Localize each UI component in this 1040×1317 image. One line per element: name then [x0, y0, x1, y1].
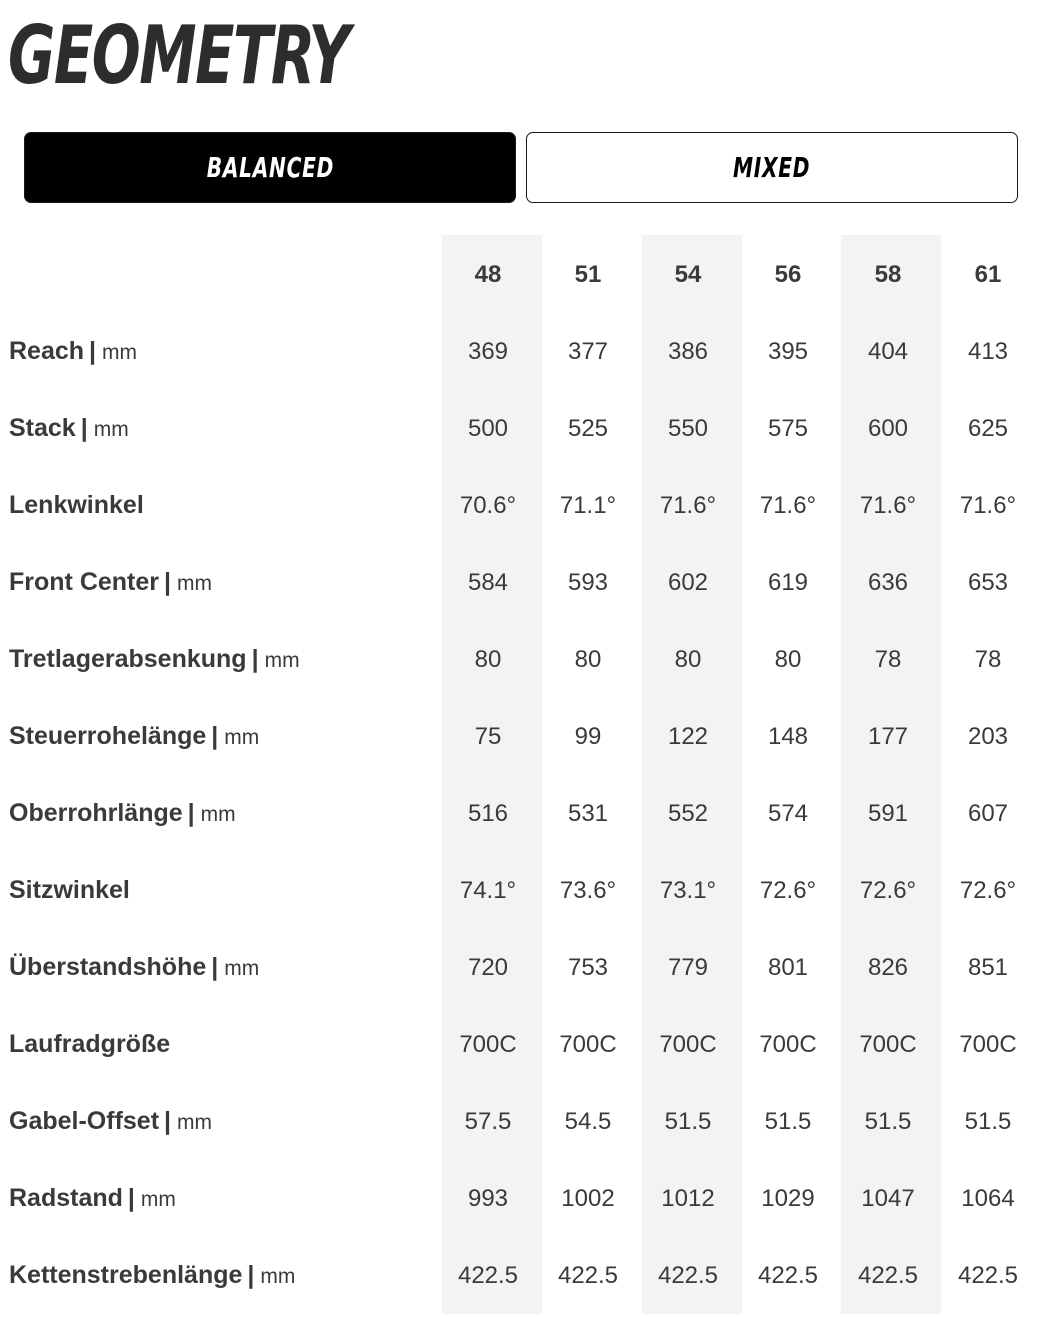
table-row: [0, 313, 1040, 390]
table-cell: 99: [574, 723, 602, 750]
table-cell: 653: [967, 569, 1009, 596]
table-cell: 73.1°: [659, 877, 717, 904]
table-cell: 422.5: [657, 1262, 719, 1289]
row-label-text: Steuerrohelänge: [9, 722, 207, 750]
table-cell: 71.6°: [959, 492, 1017, 519]
row-label-text: Reach: [9, 337, 85, 365]
row-label: [9, 852, 130, 929]
row-label-text: Stack: [9, 414, 76, 442]
row-label: [9, 467, 144, 544]
table-cell: 700C: [459, 1031, 517, 1058]
table-cell: 80: [474, 646, 502, 673]
row-unit: mm: [102, 341, 138, 364]
row-unit: mm: [264, 649, 300, 672]
size-header-3: 56: [774, 261, 802, 288]
table-row: [0, 467, 1040, 544]
unit-separator: |: [164, 1107, 172, 1135]
unit-separator: |: [80, 414, 88, 442]
table-cell: 386: [667, 338, 709, 365]
table-cell: 71.6°: [859, 492, 917, 519]
table-cell: 71.6°: [659, 492, 717, 519]
table-cell: 80: [774, 646, 802, 673]
table-cell: 552: [667, 800, 709, 827]
table-row: [0, 852, 1040, 929]
table-cell: 851: [967, 954, 1009, 981]
table-row: [0, 621, 1040, 698]
table-cell: 1064: [961, 1185, 1015, 1212]
unit-separator: |: [89, 337, 97, 365]
table-cell: 1012: [661, 1185, 715, 1212]
table-cell: 525: [567, 415, 609, 442]
table-cell: 720: [467, 954, 509, 981]
table-cell: 422.5: [857, 1262, 919, 1289]
unit-separator: |: [247, 1261, 255, 1289]
table-cell: 1029: [761, 1185, 815, 1212]
table-row: [0, 775, 1040, 852]
table-row: [0, 1006, 1040, 1083]
table-cell: 516: [467, 800, 509, 827]
table-cell: 753: [567, 954, 609, 981]
table-cell: 700C: [659, 1031, 717, 1058]
geometry-tabs: [24, 132, 1018, 203]
table-cell: 422.5: [457, 1262, 519, 1289]
row-label: [9, 698, 259, 775]
table-cell: 422.5: [557, 1262, 619, 1289]
table-row: [0, 1160, 1040, 1237]
table-cell: 531: [567, 800, 609, 827]
row-label-text: Oberrohrlänge: [9, 799, 183, 827]
unit-separator: |: [211, 722, 219, 750]
size-header-1: 51: [574, 261, 602, 288]
table-cell: 80: [674, 646, 702, 673]
row-label-text: Front Center: [9, 568, 159, 596]
row-unit: mm: [93, 418, 129, 441]
table-row: [0, 1237, 1040, 1314]
size-header-4: 58: [874, 261, 902, 288]
table-cell: 700C: [759, 1031, 817, 1058]
table-cell: 700C: [559, 1031, 617, 1058]
table-cell: 404: [867, 338, 909, 365]
table-row: [0, 929, 1040, 1006]
table-cell: 1047: [861, 1185, 915, 1212]
row-label: [9, 1083, 212, 1160]
unit-separator: |: [211, 953, 219, 981]
table-cell: 779: [667, 954, 709, 981]
row-unit: mm: [260, 1265, 296, 1288]
row-label: [9, 390, 129, 467]
table-cell: 203: [967, 723, 1009, 750]
table-cell: 71.6°: [759, 492, 817, 519]
table-cell: 607: [967, 800, 1009, 827]
tab-mixed[interactable]: [526, 132, 1018, 203]
table-cell: 148: [767, 723, 809, 750]
table-cell: 75: [474, 723, 502, 750]
table-cell: 73.6°: [559, 877, 617, 904]
table-cell: 71.1°: [559, 492, 617, 519]
tab-mixed-label: MIXED: [733, 151, 811, 184]
table-cell: 74.1°: [459, 877, 517, 904]
table-cell: 574: [767, 800, 809, 827]
table-cell: 70.6°: [459, 492, 517, 519]
row-label: [9, 621, 300, 698]
table-cell: 177: [867, 723, 909, 750]
row-unit: mm: [177, 572, 212, 595]
row-label: [9, 544, 212, 621]
table-cell: 625: [967, 415, 1009, 442]
table-cell: 122: [667, 723, 709, 750]
table-row: [0, 544, 1040, 621]
row-unit: mm: [140, 1188, 176, 1211]
table-cell: 636: [867, 569, 909, 596]
table-cell: 584: [467, 569, 509, 596]
table-cell: 51.5: [964, 1108, 1012, 1135]
table-row: [0, 698, 1040, 775]
row-unit: mm: [224, 957, 260, 980]
row-label: [9, 1237, 295, 1314]
table-cell: 78: [974, 646, 1002, 673]
row-unit: mm: [224, 726, 260, 749]
row-label: [9, 1160, 176, 1237]
table-cell: 54.5: [564, 1108, 612, 1135]
table-row: [0, 390, 1040, 467]
unit-separator: |: [187, 799, 195, 827]
table-cell: 395: [767, 338, 809, 365]
row-unit: mm: [200, 803, 236, 826]
table-cell: 72.6°: [859, 877, 917, 904]
table-cell: 78: [874, 646, 902, 673]
unit-separator: |: [127, 1184, 135, 1212]
table-cell: 377: [567, 338, 609, 365]
table-cell: 600: [867, 415, 909, 442]
row-label-text: Radstand: [9, 1184, 123, 1212]
table-cell: 422.5: [957, 1262, 1019, 1289]
table-cell: 413: [967, 338, 1009, 365]
table-cell: 1002: [561, 1185, 615, 1212]
size-header-2: 54: [674, 261, 702, 288]
row-label: [9, 775, 236, 852]
row-label: [9, 1006, 170, 1083]
tab-balanced[interactable]: [24, 132, 516, 203]
table-cell: 369: [467, 338, 509, 365]
row-label-text: Überstandshöhe: [9, 953, 207, 981]
table-cell: 72.6°: [959, 877, 1017, 904]
table-cell: 993: [467, 1185, 509, 1212]
table-cell: 700C: [859, 1031, 917, 1058]
row-unit: mm: [177, 1111, 213, 1134]
table-cell: 422.5: [757, 1262, 819, 1289]
table-cell: 80: [574, 646, 602, 673]
unit-separator: |: [164, 568, 171, 596]
table-cell: 51.5: [764, 1108, 812, 1135]
row-label-text: Sitzwinkel: [9, 876, 130, 904]
table-cell: 826: [867, 954, 909, 981]
row-label: [9, 929, 259, 1006]
table-cell: 591: [867, 800, 909, 827]
table-row: [0, 1083, 1040, 1160]
table-cell: 700C: [959, 1031, 1017, 1058]
table-cell: 593: [567, 569, 609, 596]
table-cell: 51.5: [864, 1108, 912, 1135]
table-cell: 801: [767, 954, 809, 981]
size-header-0: 48: [474, 261, 502, 288]
row-label-text: Kettenstrebenlänge: [9, 1261, 243, 1289]
size-header-5: 61: [974, 261, 1002, 288]
table-cell: 51.5: [664, 1108, 712, 1135]
table-cell: 500: [467, 415, 509, 442]
table-cell: 57.5: [464, 1108, 512, 1135]
unit-separator: |: [251, 645, 259, 673]
tab-balanced-label: BALANCED: [206, 151, 334, 184]
table-header-row: [0, 235, 1040, 313]
table-cell: 72.6°: [759, 877, 817, 904]
row-label-text: Tretlagerabsenkung: [9, 645, 247, 673]
table-cell: 550: [667, 415, 709, 442]
geometry-table: [0, 235, 1040, 1314]
row-label-text: Lenkwinkel: [9, 491, 144, 519]
row-label-text: Gabel-Offset: [9, 1107, 160, 1135]
table-cell: 602: [667, 569, 709, 596]
row-label-text: Laufradgröße: [9, 1030, 171, 1058]
table-cell: 575: [767, 415, 809, 442]
page-title: GEOMETRY: [8, 9, 349, 102]
row-label: [9, 313, 137, 390]
table-cell: 619: [767, 569, 809, 596]
